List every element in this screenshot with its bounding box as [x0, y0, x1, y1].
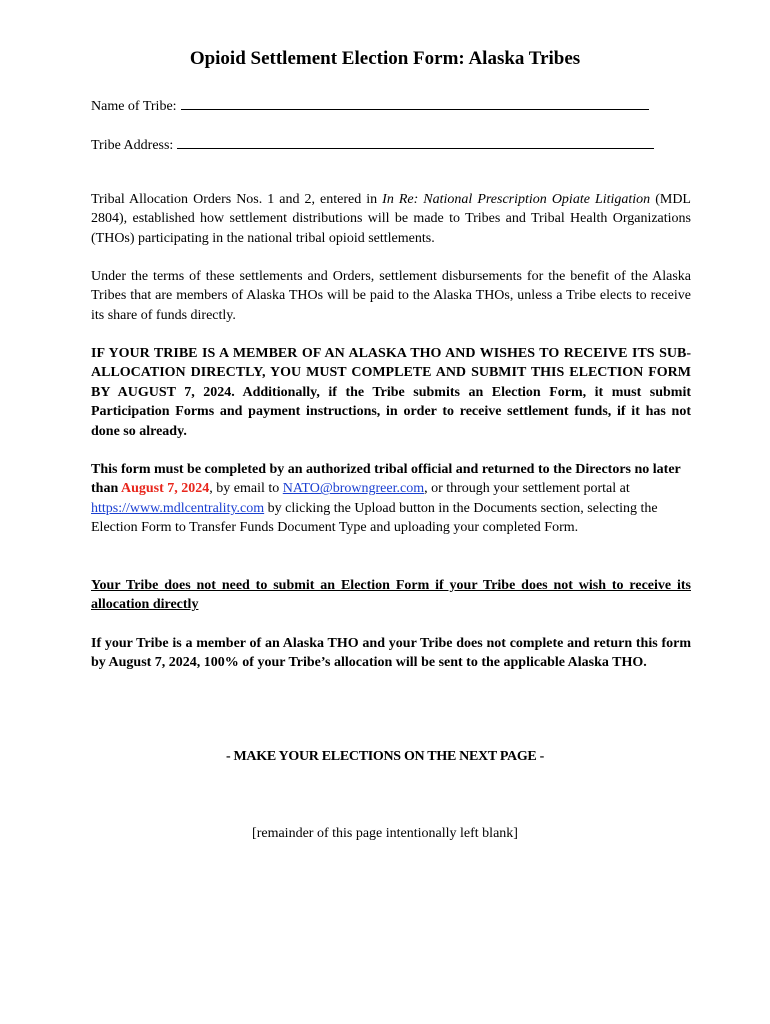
default-allocation-paragraph: If your Tribe is a member of an Alaska THO and your Tribe does not complete and return this form by August 7, 2024, 100% of your Tribe’s allocation will be sent to the applicable Alaska THO.	[91, 636, 691, 671]
instructions-text-c: , or through your settlement portal at	[424, 481, 630, 497]
instructions-text-d: by clicking the Upload button in the Documents section, selecting the Election Form to Transfer Funds Document Type and uploading your completed Form.	[91, 500, 658, 536]
no-election-needed-paragraph: Your Tribe does not need to submit an Election Form if your Tribe does not wish to receive its allocation directly	[91, 578, 691, 613]
instructions-text-b: , by email to	[209, 481, 283, 497]
tribe-address-label: Tribe Address:	[91, 138, 174, 153]
tribe-name-blank[interactable]	[181, 95, 649, 110]
blank-page-note: [remainder of this page intentionally left blank]	[252, 826, 518, 841]
terms-paragraph: Under the terms of these settlements and Orders, settlement disbursements for the benefit of the Alaska Tribes that are members of Alaska THOs will be paid to the Alaska THOs, unless a Tribe elects to receive its share of funds directly.	[91, 269, 691, 323]
next-page-notice: - MAKE YOUR ELECTIONS ON THE NEXT PAGE -	[225, 749, 545, 764]
portal-link[interactable]: https://www.mdlcentrality.com	[91, 500, 265, 516]
tribe-address-blank[interactable]	[177, 134, 654, 149]
election-warning-paragraph	[91, 344, 691, 441]
allocation-orders-paragraph	[91, 190, 691, 248]
case-name: In Re: National Prescription Opiate Litigation	[382, 192, 651, 207]
page-title: Opioid Settlement Election Form: Alaska Tribes	[189, 48, 581, 69]
instructions-bold-text: This form must be completed by an authorized tribal official and returned to the Directors no later than	[91, 462, 681, 497]
para1-text-a: Tribal Allocation Orders Nos. 1 and 2, entered in	[91, 192, 383, 207]
tribe-name-field	[91, 95, 649, 115]
submission-instructions-paragraph	[91, 460, 691, 538]
tribe-address-field	[91, 134, 654, 154]
election-warning-caps: IF YOUR TRIBE IS A MEMBER OF AN ALASKA THO AND WISHES TO RECEIVE ITS SUB-ALLOCATION DIRECTLY, YOU MUST COMPLETE AND SUBMIT THIS ELECTION FORM BY AUGUST 7, 2024.	[91, 346, 691, 400]
election-warning-rest: Additionally, if the Tribe submits an Election Form, it must submit Participation Forms and payment instructions, in order to receive settlement funds, if it has not done so already.	[91, 384, 691, 439]
deadline-date: August 7, 2024	[120, 481, 210, 497]
tribe-name-label: Name of Tribe:	[91, 99, 177, 114]
email-link[interactable]: NATO@browngreer.com	[282, 481, 425, 497]
para1-text-b: (MDL 2804), established how settlement distributions will be made to Tribes and Tribal Health Organizations (THOs) participating in the national tribal opioid settlements.	[91, 192, 691, 246]
